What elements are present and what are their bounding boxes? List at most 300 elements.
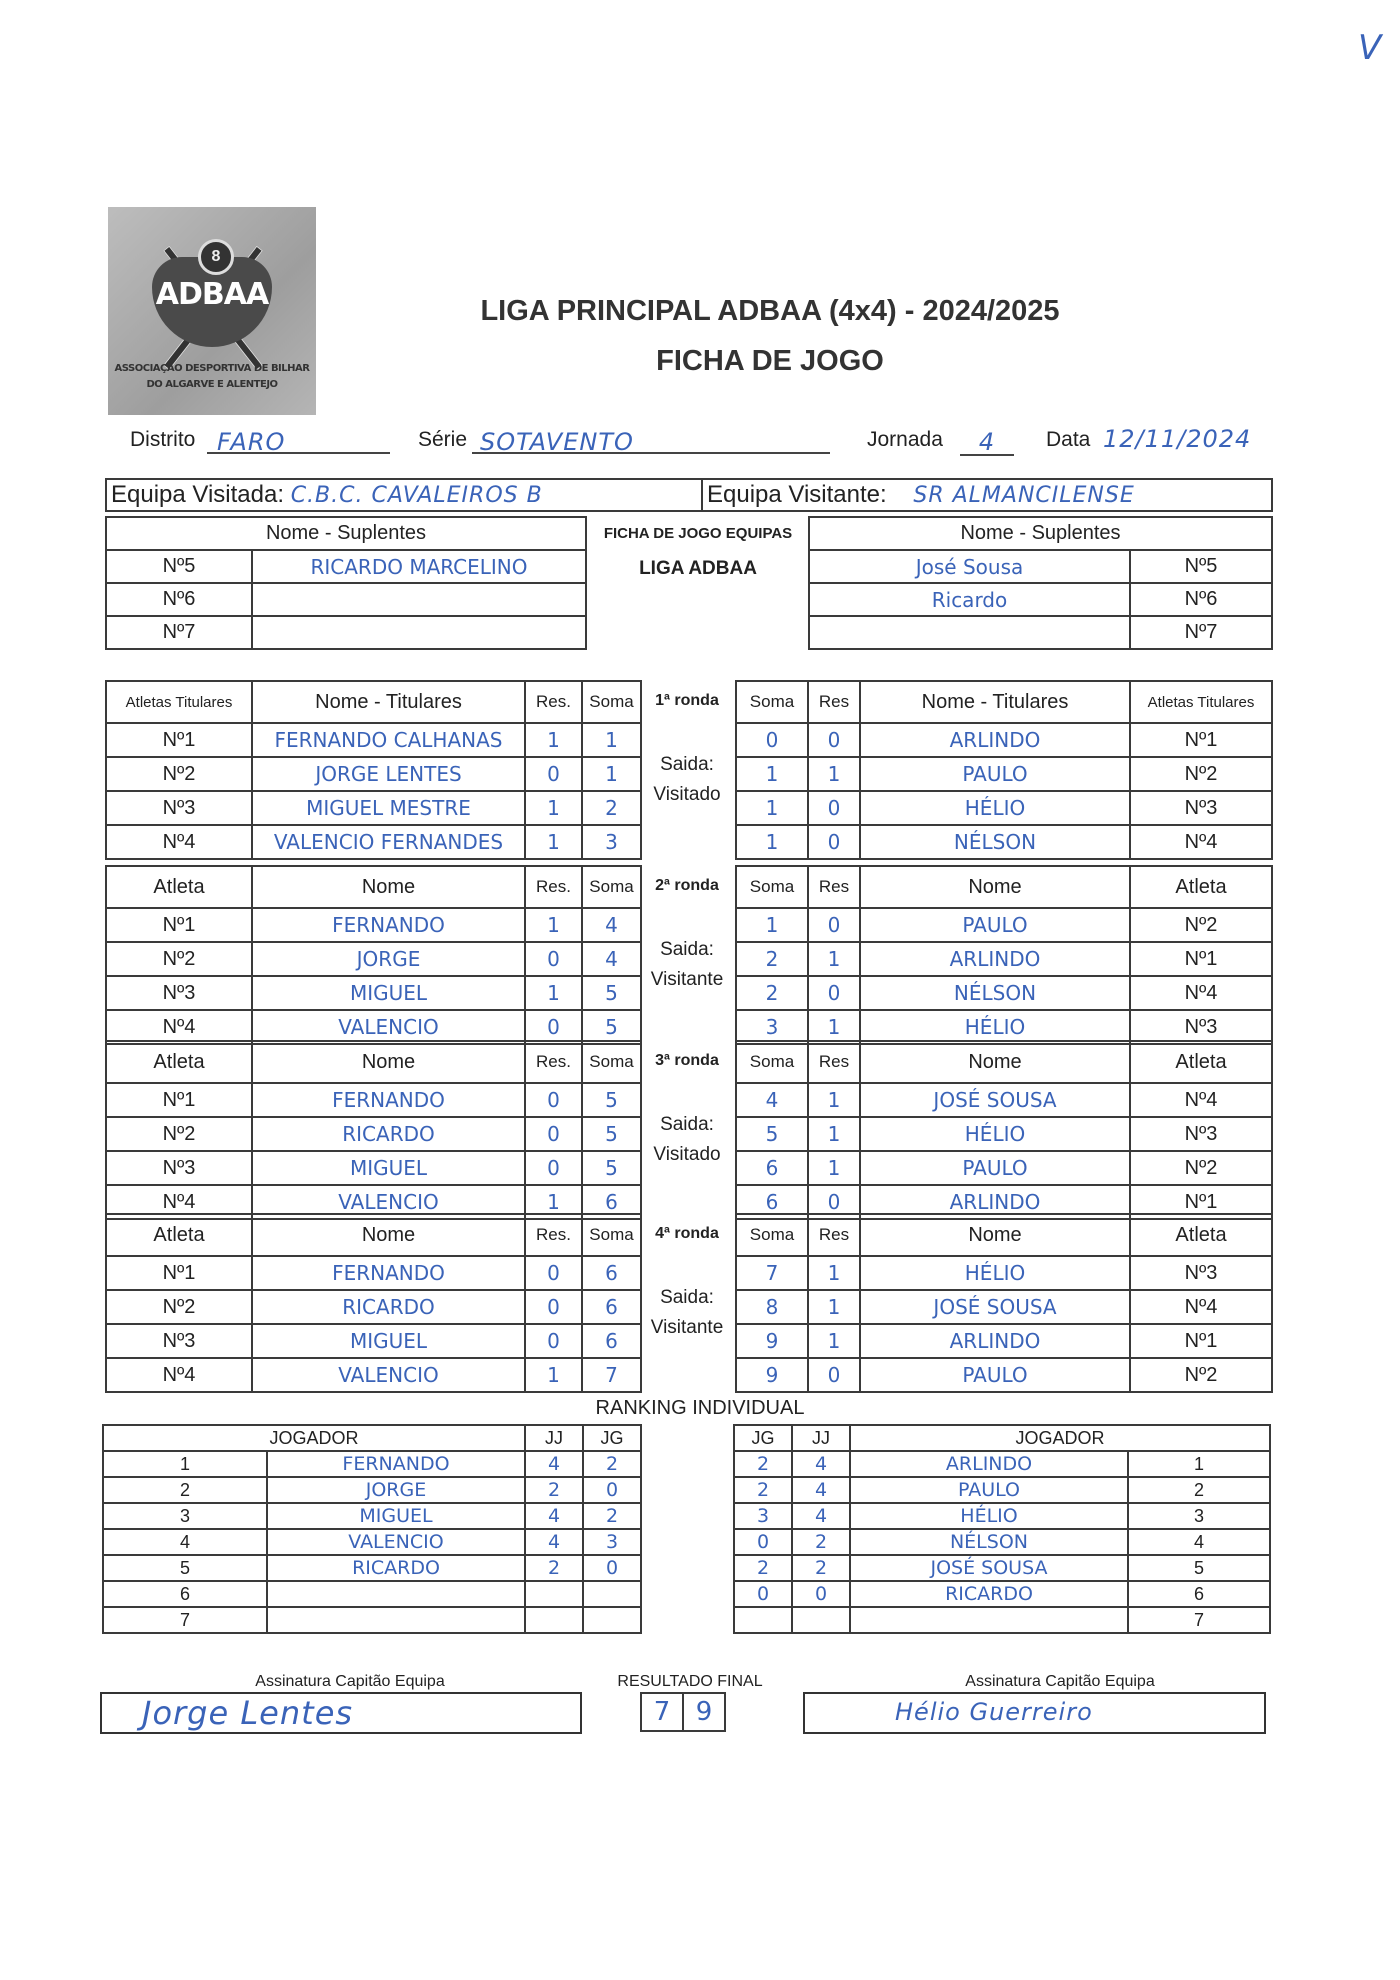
table-row [736, 1151, 1272, 1185]
athlete-no: Nº2 [1130, 1358, 1272, 1392]
athlete-soma[interactable]: 0 [736, 723, 808, 757]
athlete-soma[interactable]: 7 [582, 1358, 641, 1392]
table-row [106, 757, 641, 791]
ranking-jj[interactable]: 4 [792, 1477, 850, 1503]
subs-header: Nome - Suplentes [809, 517, 1272, 550]
athlete-no: Nº3 [106, 976, 252, 1010]
sub-name[interactable] [252, 583, 586, 616]
athlete-res[interactable]: 1 [525, 908, 582, 942]
round-label: 2ª ronda [655, 877, 719, 894]
ranking-jj[interactable] [525, 1607, 583, 1633]
athlete-soma[interactable]: 3 [582, 825, 641, 859]
athlete-name[interactable]: RICARDO [252, 1290, 525, 1324]
center-label-1: FICHA DE JOGO EQUIPAS [603, 525, 793, 542]
athlete-res[interactable]: 1 [808, 1324, 860, 1358]
table-row [106, 723, 641, 757]
header-athlete: Atletas Titulares [106, 681, 252, 723]
table-row [106, 1324, 641, 1358]
table-row [736, 1256, 1272, 1290]
ranking-row [103, 1581, 641, 1607]
table-row [106, 1151, 641, 1185]
athlete-soma[interactable]: 1 [736, 825, 808, 859]
ranking-position: 3 [103, 1503, 267, 1529]
ranking-position: 3 [1128, 1503, 1270, 1529]
ranking-player[interactable]: RICARDO [267, 1555, 525, 1581]
logo-brand: ADBAA [155, 277, 269, 312]
athlete-res[interactable]: 0 [525, 757, 582, 791]
sub-name[interactable]: RICARDO MARCELINO [252, 550, 586, 583]
athlete-name[interactable]: FERNANDO [252, 1256, 525, 1290]
athlete-no: Nº4 [1130, 825, 1272, 859]
ranking-position: 7 [103, 1607, 267, 1633]
ranking-player[interactable] [267, 1581, 525, 1607]
athlete-soma[interactable]: 2 [582, 791, 641, 825]
ranking-jg[interactable]: 2 [734, 1451, 792, 1477]
away-signature: Hélio Guerreiro [895, 1698, 1093, 1726]
athlete-soma[interactable]: 6 [582, 1256, 641, 1290]
athlete-res[interactable]: 0 [808, 825, 860, 859]
athlete-res[interactable]: 0 [525, 942, 582, 976]
athlete-no: Nº2 [1130, 757, 1272, 791]
athlete-res[interactable]: 0 [808, 908, 860, 942]
table-row [106, 942, 641, 976]
distrito-label: Distrito [130, 428, 196, 451]
saida-label: Saida: [660, 939, 714, 960]
home-signature-label: Assinatura Capitão Equipa [255, 1673, 445, 1690]
athlete-no: Nº4 [1130, 1290, 1272, 1324]
athlete-no: Nº4 [106, 1358, 252, 1392]
athlete-name[interactable]: HÉLIO [860, 1256, 1130, 1290]
home-ranking-table [102, 1424, 642, 1634]
athlete-name[interactable]: ARLINDO [860, 942, 1130, 976]
round-4-away-table [735, 1213, 1273, 1393]
athlete-no: Nº1 [1130, 942, 1272, 976]
header-res: Res [808, 1041, 860, 1083]
jornada-field[interactable]: 4 [960, 428, 1014, 456]
serie-field[interactable]: SOTAVENTO [472, 428, 830, 454]
athlete-no: Nº3 [1130, 791, 1272, 825]
athlete-soma[interactable]: 8 [736, 1290, 808, 1324]
athlete-name[interactable]: HÉLIO [860, 1117, 1130, 1151]
athlete-no: Nº2 [1130, 908, 1272, 942]
header-athlete: Atleta [1130, 1214, 1272, 1256]
ranking-jj[interactable]: 4 [792, 1503, 850, 1529]
athlete-soma[interactable]: 5 [582, 976, 641, 1010]
athlete-soma[interactable]: 5 [582, 1151, 641, 1185]
ranking-header-jogador: JOGADOR [103, 1425, 525, 1451]
athlete-res[interactable]: 0 [808, 976, 860, 1010]
teams-table [105, 478, 1273, 512]
ranking-player[interactable] [850, 1607, 1128, 1633]
sub-no: Nº7 [1130, 616, 1272, 649]
header-res: Res. [525, 866, 582, 908]
ranking-jj[interactable]: 4 [525, 1451, 583, 1477]
header-soma: Soma [582, 681, 641, 723]
ranking-player[interactable]: PAULO [850, 1477, 1128, 1503]
athlete-name[interactable]: PAULO [860, 1358, 1130, 1392]
ranking-player[interactable]: HÉLIO [850, 1503, 1128, 1529]
athlete-no: Nº3 [1130, 1010, 1272, 1044]
header-soma: Soma [736, 1041, 808, 1083]
athlete-soma[interactable]: 6 [736, 1185, 808, 1219]
result-table [640, 1692, 726, 1732]
ranking-player[interactable]: JOSÉ SOUSA [850, 1555, 1128, 1581]
sub-no: Nº6 [106, 583, 252, 616]
athlete-res[interactable]: 0 [808, 1185, 860, 1219]
ranking-row [103, 1607, 641, 1633]
athlete-res[interactable]: 1 [525, 976, 582, 1010]
ranking-jj[interactable]: 4 [525, 1529, 583, 1555]
table-row [736, 908, 1272, 942]
athlete-no: Nº2 [106, 757, 252, 791]
athlete-soma[interactable]: 4 [582, 908, 641, 942]
ranking-jg[interactable]: 0 [734, 1581, 792, 1607]
ranking-jg[interactable] [583, 1581, 641, 1607]
handwritten-check-mark: V [1358, 28, 1383, 68]
athlete-soma[interactable]: 5 [582, 1117, 641, 1151]
table-row [106, 1256, 641, 1290]
ranking-position: 4 [1128, 1529, 1270, 1555]
athlete-soma[interactable]: 1 [582, 757, 641, 791]
table-row [106, 1358, 641, 1392]
athlete-no: Nº3 [1130, 1117, 1272, 1151]
ranking-row [734, 1581, 1270, 1607]
athlete-soma[interactable]: 7 [736, 1256, 808, 1290]
saida-team: Visitado [653, 784, 721, 805]
athlete-res[interactable]: 0 [525, 1256, 582, 1290]
athlete-soma[interactable]: 2 [736, 976, 808, 1010]
athlete-no: Nº4 [106, 1185, 252, 1219]
result-home[interactable]: 7 [641, 1693, 683, 1731]
eight-ball-icon: 8 [198, 239, 234, 275]
athlete-res[interactable]: 1 [808, 757, 860, 791]
ranking-header-jogador: JOGADOR [850, 1425, 1270, 1451]
athlete-res[interactable]: 0 [808, 791, 860, 825]
athlete-name[interactable]: JORGE LENTES [252, 757, 525, 791]
athlete-res[interactable]: 1 [525, 1185, 582, 1219]
athlete-no: Nº1 [106, 1083, 252, 1117]
athlete-res[interactable]: 1 [808, 1117, 860, 1151]
athlete-soma[interactable]: 6 [736, 1151, 808, 1185]
athlete-soma[interactable]: 3 [736, 1010, 808, 1044]
table-row [736, 1010, 1272, 1044]
ranking-position: 2 [103, 1477, 267, 1503]
athlete-soma[interactable]: 5 [582, 1010, 641, 1044]
ranking-jj[interactable]: 2 [525, 1555, 583, 1581]
round-1-home-table [105, 680, 642, 860]
ranking-jg[interactable]: 3 [734, 1503, 792, 1529]
ranking-jj[interactable] [792, 1607, 850, 1633]
athlete-name[interactable]: JOSÉ SOUSA [860, 1083, 1130, 1117]
athlete-name[interactable]: FERNANDO [252, 1083, 525, 1117]
ranking-player[interactable]: NÉLSON [850, 1529, 1128, 1555]
table-row [736, 825, 1272, 859]
ranking-title: RANKING INDIVIDUAL [595, 1397, 805, 1419]
header-name: Nome [860, 866, 1130, 908]
athlete-soma[interactable]: 9 [736, 1358, 808, 1392]
table-row [736, 723, 1272, 757]
athlete-name[interactable]: JOSÉ SOUSA [860, 1290, 1130, 1324]
table-row [736, 1358, 1272, 1392]
athlete-no: Nº4 [106, 1010, 252, 1044]
athlete-res[interactable]: 0 [525, 1083, 582, 1117]
round-3-info [642, 1040, 732, 1170]
home-substitutes-table [105, 516, 587, 650]
header-res: Res [808, 1214, 860, 1256]
athlete-name[interactable]: MIGUEL [252, 976, 525, 1010]
ranking-row [734, 1607, 1270, 1633]
athlete-soma[interactable]: 6 [582, 1324, 641, 1358]
athlete-res[interactable]: 1 [525, 1358, 582, 1392]
header-athlete: Atleta [106, 1214, 252, 1256]
header-res: Res. [525, 681, 582, 723]
table-row [736, 1324, 1272, 1358]
result-label: RESULTADO FINAL [617, 1673, 763, 1690]
distrito-field[interactable]: FARO [207, 428, 390, 454]
athlete-name[interactable]: VALENCIO [252, 1185, 525, 1219]
athlete-soma[interactable]: 2 [736, 942, 808, 976]
athlete-name[interactable]: ARLINDO [860, 1185, 1130, 1219]
sub-name[interactable]: Ricardo [809, 583, 1130, 616]
home-signature-box[interactable] [100, 1692, 582, 1734]
ranking-player[interactable]: MIGUEL [267, 1503, 525, 1529]
ranking-player[interactable]: ARLINDO [850, 1451, 1128, 1477]
subs-header: Nome - Suplentes [106, 517, 586, 550]
header-athlete: Atletas Titulares [1130, 681, 1272, 723]
header-res: Res. [525, 1041, 582, 1083]
page-title: LIGA PRINCIPAL ADBAA (4x4) - 2024/2025 [480, 295, 1060, 327]
ranking-jj[interactable] [525, 1581, 583, 1607]
ranking-row [734, 1529, 1270, 1555]
athlete-name[interactable]: HÉLIO [860, 791, 1130, 825]
athlete-name[interactable]: NÉLSON [860, 825, 1130, 859]
athlete-soma[interactable]: 1 [582, 723, 641, 757]
saida-label: Saida: [660, 1287, 714, 1308]
athlete-res[interactable]: 1 [525, 791, 582, 825]
ranking-jj[interactable]: 0 [792, 1581, 850, 1607]
table-row [106, 1010, 641, 1044]
athlete-soma[interactable]: 4 [582, 942, 641, 976]
header-athlete: Atleta [1130, 866, 1272, 908]
ranking-player[interactable]: RICARDO [850, 1581, 1128, 1607]
athlete-name[interactable]: NÉLSON [860, 976, 1130, 1010]
away-team-cell [702, 479, 1272, 511]
athlete-res[interactable]: 1 [808, 1010, 860, 1044]
round-3-away-table [735, 1040, 1273, 1220]
table-row [106, 908, 641, 942]
athlete-name[interactable]: VALENCIO [252, 1358, 525, 1392]
athlete-res[interactable]: 1 [808, 942, 860, 976]
athlete-res[interactable]: 1 [808, 1151, 860, 1185]
sub-no: Nº5 [106, 550, 252, 583]
header-athlete: Atleta [106, 1041, 252, 1083]
round-1-away-table [735, 680, 1273, 860]
away-team-label: Equipa Visitante: [707, 481, 887, 508]
ranking-jg[interactable]: 2 [583, 1451, 641, 1477]
away-substitutes-table [808, 516, 1273, 650]
athlete-name[interactable]: VALENCIO FERNANDES [252, 825, 525, 859]
home-team-value[interactable]: C.B.C. CAVALEIROS B [290, 483, 543, 508]
saida-team: Visitante [650, 1317, 724, 1338]
ranking-row [103, 1503, 641, 1529]
athlete-res[interactable]: 1 [525, 723, 582, 757]
ranking-row [734, 1451, 1270, 1477]
ranking-jg[interactable]: 2 [583, 1503, 641, 1529]
header-name: Nome [252, 1214, 525, 1256]
ranking-position: 1 [103, 1451, 267, 1477]
athlete-soma[interactable]: 1 [736, 908, 808, 942]
athlete-no: Nº3 [1130, 1256, 1272, 1290]
data-field[interactable]: 12/11/2024 [1103, 425, 1252, 453]
ranking-row [734, 1555, 1270, 1581]
header-res: Res [808, 681, 860, 723]
ranking-jg[interactable]: 0 [734, 1529, 792, 1555]
athlete-res[interactable]: 0 [808, 723, 860, 757]
result-away[interactable]: 9 [683, 1693, 725, 1731]
header-res: Res. [525, 1214, 582, 1256]
table-row [106, 976, 641, 1010]
athlete-name[interactable]: HÉLIO [860, 1010, 1130, 1044]
ranking-row [103, 1451, 641, 1477]
sub-name[interactable]: José Sousa [809, 550, 1130, 583]
header-soma: Soma [736, 1214, 808, 1256]
table-row [736, 757, 1272, 791]
saida-label: Saida: [660, 754, 714, 775]
ranking-jg[interactable]: 2 [734, 1555, 792, 1581]
athlete-res[interactable]: 0 [525, 1290, 582, 1324]
athlete-name[interactable]: PAULO [860, 757, 1130, 791]
athlete-soma[interactable]: 1 [736, 791, 808, 825]
athlete-name[interactable]: PAULO [860, 908, 1130, 942]
ranking-player[interactable]: JORGE [267, 1477, 525, 1503]
athlete-res[interactable]: 0 [525, 1010, 582, 1044]
athlete-res[interactable]: 0 [525, 1324, 582, 1358]
athlete-no: Nº2 [106, 1117, 252, 1151]
ranking-row [734, 1477, 1270, 1503]
ranking-jj[interactable]: 4 [525, 1503, 583, 1529]
ranking-row [103, 1555, 641, 1581]
athlete-res[interactable]: 1 [808, 1083, 860, 1117]
ranking-player[interactable]: VALENCIO [267, 1529, 525, 1555]
athlete-name[interactable]: ARLINDO [860, 1324, 1130, 1358]
logo-subtitle-2: DO ALGARVE E ALENTEJO [146, 379, 278, 390]
athlete-no: Nº1 [106, 908, 252, 942]
round-label: 1ª ronda [655, 692, 719, 709]
saida-label: Saida: [660, 1114, 714, 1135]
athlete-no: Nº1 [106, 723, 252, 757]
away-signature-box[interactable] [803, 1692, 1266, 1734]
athlete-name[interactable]: MIGUEL [252, 1151, 525, 1185]
athlete-name[interactable]: ARLINDO [860, 723, 1130, 757]
header-soma: Soma [736, 866, 808, 908]
sub-no: Nº5 [1130, 550, 1272, 583]
table-row [106, 791, 641, 825]
adbaa-logo [108, 207, 316, 415]
ranking-jg[interactable]: 0 [583, 1477, 641, 1503]
table-row [736, 942, 1272, 976]
header-name: Nome [252, 866, 525, 908]
table-row [736, 1083, 1272, 1117]
round-2-home-table [105, 865, 642, 1045]
serie-label: Série [418, 428, 468, 451]
ranking-jg[interactable]: 2 [734, 1477, 792, 1503]
athlete-name[interactable]: FERNANDO CALHANAS [252, 723, 525, 757]
round-2-away-table [735, 865, 1273, 1045]
athlete-soma[interactable]: 5 [736, 1117, 808, 1151]
athlete-res[interactable]: 1 [808, 1290, 860, 1324]
athlete-no: Nº3 [106, 1151, 252, 1185]
ranking-jj[interactable]: 2 [792, 1529, 850, 1555]
athlete-name[interactable]: JORGE [252, 942, 525, 976]
athlete-name[interactable]: VALENCIO [252, 1010, 525, 1044]
athlete-soma[interactable]: 6 [582, 1290, 641, 1324]
ranking-position: 1 [1128, 1451, 1270, 1477]
athlete-soma[interactable]: 1 [736, 757, 808, 791]
athlete-soma[interactable]: 4 [736, 1083, 808, 1117]
athlete-res[interactable]: 1 [525, 825, 582, 859]
athlete-res[interactable]: 0 [808, 1358, 860, 1392]
header-soma: Soma [582, 866, 641, 908]
table-row [736, 976, 1272, 1010]
center-label-2: LIGA ADBAA [639, 558, 757, 579]
ranking-player[interactable] [267, 1607, 525, 1633]
ranking-header-jg: JG [583, 1425, 641, 1451]
athlete-name[interactable]: RICARDO [252, 1117, 525, 1151]
athlete-soma[interactable]: 5 [582, 1083, 641, 1117]
ranking-jg[interactable]: 0 [583, 1555, 641, 1581]
header-res: Res [808, 866, 860, 908]
ranking-header-jj: JJ [792, 1425, 850, 1451]
sub-name[interactable] [252, 616, 586, 649]
ranking-jj[interactable]: 2 [525, 1477, 583, 1503]
ranking-jj[interactable]: 4 [792, 1451, 850, 1477]
athlete-name[interactable]: MIGUEL MESTRE [252, 791, 525, 825]
athlete-res[interactable]: 0 [525, 1151, 582, 1185]
sub-name[interactable] [809, 616, 1130, 649]
round-1-info [642, 680, 732, 810]
round-4-home-table [105, 1213, 642, 1393]
home-team-cell [106, 479, 702, 511]
athlete-name[interactable]: MIGUEL [252, 1324, 525, 1358]
athlete-name[interactable]: PAULO [860, 1151, 1130, 1185]
ranking-header-jj: JJ [525, 1425, 583, 1451]
ranking-jg[interactable] [734, 1607, 792, 1633]
ranking-jg[interactable] [583, 1607, 641, 1633]
header-name: Nome [860, 1041, 1130, 1083]
away-team-value[interactable]: SR ALMANCILENSE [913, 483, 1135, 508]
logo-subtitle-1: ASSOCIAÇÃO DESPORTIVA DE BILHAR [114, 363, 310, 374]
table-row [106, 1290, 641, 1324]
athlete-soma[interactable]: 6 [582, 1185, 641, 1219]
data-label: Data [1046, 428, 1091, 451]
athlete-res[interactable]: 1 [808, 1256, 860, 1290]
header-name: Nome - Titulares [860, 681, 1130, 723]
ranking-player[interactable]: FERNANDO [267, 1451, 525, 1477]
home-signature: Jorge Lentes [142, 1694, 354, 1732]
athlete-no: Nº4 [106, 825, 252, 859]
athlete-res[interactable]: 0 [525, 1117, 582, 1151]
athlete-name[interactable]: FERNANDO [252, 908, 525, 942]
ranking-jg[interactable]: 3 [583, 1529, 641, 1555]
athlete-no: Nº1 [1130, 1185, 1272, 1219]
athlete-soma[interactable]: 9 [736, 1324, 808, 1358]
ranking-position: 4 [103, 1529, 267, 1555]
sub-no: Nº6 [1130, 583, 1272, 616]
athlete-no: Nº3 [106, 791, 252, 825]
ranking-position: 6 [103, 1581, 267, 1607]
round-2-info [642, 865, 732, 995]
ranking-jj[interactable]: 2 [792, 1555, 850, 1581]
